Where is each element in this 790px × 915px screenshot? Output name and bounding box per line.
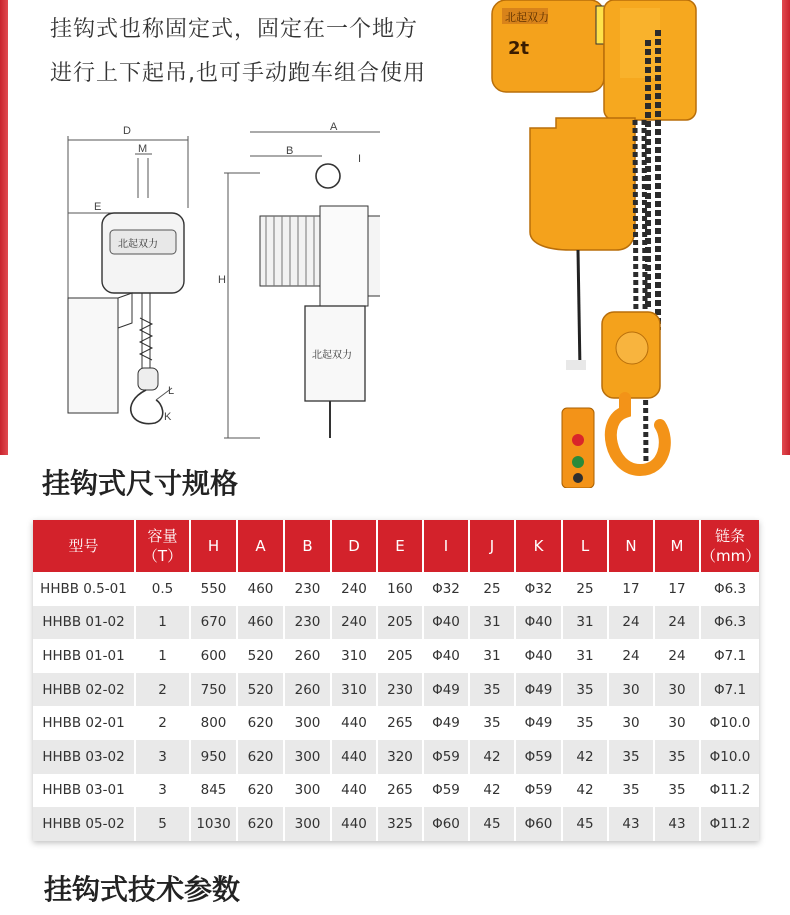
header-h: H — [190, 520, 237, 572]
table-cell: 35 — [469, 706, 515, 740]
header-chain: 链条 （mm） — [700, 520, 759, 572]
table-cell: 440 — [331, 740, 377, 774]
table-cell: 550 — [190, 572, 237, 606]
table-cell: 25 — [469, 572, 515, 606]
table-cell: Φ10.0 — [700, 706, 759, 740]
table-cell: 31 — [469, 606, 515, 640]
dim-label-m: M — [138, 143, 148, 155]
table-cell: 230 — [377, 673, 423, 707]
table-cell-model: HHBB 01-01 — [33, 639, 135, 673]
table-cell: 17 — [654, 572, 700, 606]
header-d: D — [331, 520, 377, 572]
table-cell: 42 — [562, 774, 608, 808]
table-cell: 2 — [135, 706, 190, 740]
table-cell: Φ6.3 — [700, 572, 759, 606]
table-cell: 35 — [654, 740, 700, 774]
header-l: L — [562, 520, 608, 572]
table-cell: Φ59 — [515, 774, 562, 808]
table-cell: 300 — [284, 706, 331, 740]
table-cell: 35 — [608, 774, 654, 808]
header-j: J — [469, 520, 515, 572]
dim-label-h: H — [218, 274, 226, 286]
table-cell: Φ7.1 — [700, 673, 759, 707]
table-cell: Φ59 — [423, 740, 469, 774]
table-cell: Φ40 — [515, 639, 562, 673]
header-e: E — [377, 520, 423, 572]
table-cell: 205 — [377, 639, 423, 673]
table-cell: 30 — [608, 673, 654, 707]
table-cell: 43 — [608, 807, 654, 841]
table-cell: 300 — [284, 774, 331, 808]
table-cell: 24 — [608, 639, 654, 673]
table-cell: Φ59 — [515, 740, 562, 774]
dim-label-a: A — [330, 121, 338, 133]
table-cell: 35 — [469, 673, 515, 707]
table-cell: Φ11.2 — [700, 774, 759, 808]
table-cell: 3 — [135, 740, 190, 774]
spec-table-header-row — [33, 520, 759, 572]
table-cell: 31 — [562, 606, 608, 640]
table-cell: 24 — [608, 606, 654, 640]
table-cell: 42 — [469, 774, 515, 808]
table-cell: Φ49 — [423, 706, 469, 740]
header-model: 型号 — [33, 520, 135, 572]
table-cell: 520 — [237, 673, 284, 707]
table-cell: 240 — [331, 606, 377, 640]
front-body-label: 北起双力 — [118, 239, 158, 250]
table-cell: 43 — [654, 807, 700, 841]
table-cell: 260 — [284, 673, 331, 707]
table-row — [33, 706, 759, 740]
table-cell: 1030 — [190, 807, 237, 841]
table-cell: Φ60 — [423, 807, 469, 841]
table-cell: 45 — [469, 807, 515, 841]
table-cell: 520 — [237, 639, 284, 673]
header-a: A — [237, 520, 284, 572]
table-cell: 260 — [284, 639, 331, 673]
table-cell: 1 — [135, 639, 190, 673]
table-cell: 2 — [135, 673, 190, 707]
table-cell: Φ59 — [423, 774, 469, 808]
table-cell: 310 — [331, 639, 377, 673]
table-cell: 31 — [469, 639, 515, 673]
table-cell: 24 — [654, 639, 700, 673]
table-cell: 460 — [237, 572, 284, 606]
table-cell-model: HHBB 02-02 — [33, 673, 135, 707]
table-cell: Φ60 — [515, 807, 562, 841]
table-cell: 320 — [377, 740, 423, 774]
table-cell: Φ49 — [423, 673, 469, 707]
table-cell: 35 — [562, 706, 608, 740]
header-m: M — [654, 520, 700, 572]
table-cell-model: HHBB 03-02 — [33, 740, 135, 774]
table-cell: 265 — [377, 774, 423, 808]
table-cell: 160 — [377, 572, 423, 606]
table-cell: 42 — [562, 740, 608, 774]
table-cell-model: HHBB 01-02 — [33, 606, 135, 640]
table-cell: 300 — [284, 740, 331, 774]
table-cell: 205 — [377, 606, 423, 640]
table-row — [33, 606, 759, 640]
table-cell: Φ11.2 — [700, 807, 759, 841]
table-row — [33, 673, 759, 707]
table-cell: 240 — [331, 572, 377, 606]
table-cell: 620 — [237, 774, 284, 808]
header-b: B — [284, 520, 331, 572]
table-row — [33, 572, 759, 606]
table-cell: 35 — [562, 673, 608, 707]
spec-table-body — [33, 572, 759, 841]
table-cell: Φ32 — [423, 572, 469, 606]
left-red-border — [0, 0, 8, 455]
dim-label-b: B — [286, 145, 294, 157]
table-row — [33, 807, 759, 841]
hoist-product-photo — [470, 0, 790, 488]
table-cell: 230 — [284, 572, 331, 606]
table-cell: 600 — [190, 639, 237, 673]
table-cell: 620 — [237, 807, 284, 841]
table-cell: 0.5 — [135, 572, 190, 606]
intro-line-2: 进行上下起吊,也可手动跑车组合使用 — [50, 61, 426, 86]
table-row — [33, 639, 759, 673]
table-cell: 30 — [654, 673, 700, 707]
spec-table — [33, 520, 759, 841]
table-cell: Φ32 — [515, 572, 562, 606]
spec-section-title: 挂钩式尺寸规格 — [42, 467, 239, 500]
table-cell: Φ49 — [515, 673, 562, 707]
table-cell: 440 — [331, 774, 377, 808]
table-cell: 460 — [237, 606, 284, 640]
dim-label-e: E — [94, 201, 102, 213]
side-body-label: 北起双力 — [312, 350, 352, 361]
dim-label-d: D — [123, 125, 131, 137]
table-cell: 230 — [284, 606, 331, 640]
table-cell: 3 — [135, 774, 190, 808]
tech-section-title: 挂钩式技术参数 — [44, 873, 241, 906]
table-cell: 310 — [331, 673, 377, 707]
header-n: N — [608, 520, 654, 572]
dim-label-i: I — [358, 153, 362, 165]
table-cell: 31 — [562, 639, 608, 673]
table-cell: 800 — [190, 706, 237, 740]
table-cell: 30 — [608, 706, 654, 740]
header-i: I — [423, 520, 469, 572]
dimension-drawing — [60, 118, 380, 453]
dim-label-l: L — [168, 385, 175, 397]
table-cell: Φ40 — [423, 639, 469, 673]
table-cell: 750 — [190, 673, 237, 707]
table-row — [33, 774, 759, 808]
table-cell: 670 — [190, 606, 237, 640]
table-cell: 25 — [562, 572, 608, 606]
table-cell: 24 — [654, 606, 700, 640]
table-cell: 440 — [331, 706, 377, 740]
table-cell-model: HHBB 03-01 — [33, 774, 135, 808]
table-cell: Φ40 — [423, 606, 469, 640]
table-cell: Φ40 — [515, 606, 562, 640]
table-cell: Φ49 — [515, 706, 562, 740]
photo-capacity-label: 2t — [508, 38, 530, 59]
table-cell: 35 — [608, 740, 654, 774]
table-cell: 30 — [654, 706, 700, 740]
header-capacity: 容量 （T） — [135, 520, 190, 572]
dim-label-k: K — [164, 411, 172, 423]
table-cell: 325 — [377, 807, 423, 841]
table-cell: 35 — [654, 774, 700, 808]
table-cell: Φ10.0 — [700, 740, 759, 774]
table-cell: 620 — [237, 706, 284, 740]
table-cell: 950 — [190, 740, 237, 774]
table-cell: 17 — [608, 572, 654, 606]
table-cell-model: HHBB 02-01 — [33, 706, 135, 740]
table-cell: 42 — [469, 740, 515, 774]
table-cell: 5 — [135, 807, 190, 841]
table-cell: 845 — [190, 774, 237, 808]
table-cell: 300 — [284, 807, 331, 841]
table-cell: 45 — [562, 807, 608, 841]
table-cell: Φ6.3 — [700, 606, 759, 640]
table-row — [33, 740, 759, 774]
header-k: K — [515, 520, 562, 572]
table-cell: Φ7.1 — [700, 639, 759, 673]
table-cell: 265 — [377, 706, 423, 740]
table-cell: 1 — [135, 606, 190, 640]
photo-brand-label: 北起双力 — [505, 11, 549, 24]
intro-line-1: 挂钩式也称固定式，固定在一个地方 — [50, 17, 419, 42]
table-cell-model: HHBB 0.5-01 — [33, 572, 135, 606]
table-cell: 440 — [331, 807, 377, 841]
table-cell-model: HHBB 05-02 — [33, 807, 135, 841]
table-cell: 620 — [237, 740, 284, 774]
